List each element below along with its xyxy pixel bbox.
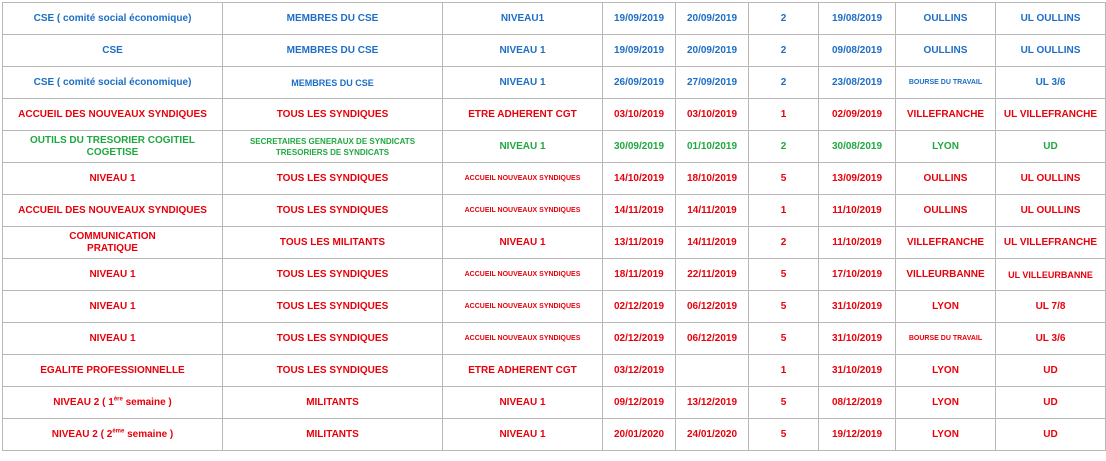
cell-formation: NIVEAU 1 — [3, 163, 223, 195]
cell-public: TOUS LES SYNDIQUES — [223, 291, 443, 323]
cell-fin: 03/10/2019 — [676, 99, 749, 131]
cell-lieu: LYON — [896, 419, 996, 451]
cell-fin: 27/09/2019 — [676, 67, 749, 99]
table-row — [3, 387, 1106, 419]
table-row — [3, 3, 1106, 35]
cell-public: TOUS LES SYNDIQUES — [223, 195, 443, 227]
cell-public: MEMBRES DU CSE — [223, 3, 443, 35]
cell-debut: 14/11/2019 — [603, 195, 676, 227]
table-body — [3, 3, 1106, 451]
cell-limite: 31/10/2019 — [819, 355, 896, 387]
cell-limite: 11/10/2019 — [819, 227, 896, 259]
cell-jours: 5 — [749, 419, 819, 451]
cell-debut: 09/12/2019 — [603, 387, 676, 419]
cell-prerequis: ACCUEIL NOUVEAUX SYNDIQUES — [443, 323, 603, 355]
cell-organisateur: UL 3/6 — [996, 323, 1106, 355]
cell-organisateur: UL VILLEFRANCHE — [996, 227, 1106, 259]
cell-debut: 19/09/2019 — [603, 35, 676, 67]
cell-public: TOUS LES SYNDIQUES — [223, 259, 443, 291]
cell-organisateur: UL OULLINS — [996, 35, 1106, 67]
cell-jours: 1 — [749, 99, 819, 131]
cell-jours: 2 — [749, 67, 819, 99]
cell-prerequis: NIVEAU 1 — [443, 35, 603, 67]
cell-debut: 02/12/2019 — [603, 291, 676, 323]
cell-lieu: VILLEURBANNE — [896, 259, 996, 291]
formation-text: NIVEAU 2 ( 1 — [53, 396, 114, 408]
cell-jours: 2 — [749, 35, 819, 67]
cell-limite: 17/10/2019 — [819, 259, 896, 291]
cell-public: SECRETAIRES GENERAUX DE SYNDICATS TRESORIERS DE SYNDICATS — [223, 131, 443, 163]
cell-organisateur: UL 7/8 — [996, 291, 1106, 323]
cell-limite: 19/08/2019 — [819, 3, 896, 35]
ordinal-suffix: ème — [112, 428, 125, 435]
cell-jours: 1 — [749, 355, 819, 387]
cell-prerequis: ACCUEIL NOUVEAUX SYNDIQUES — [443, 195, 603, 227]
cell-limite: 11/10/2019 — [819, 195, 896, 227]
cell-public: TOUS LES MILITANTS — [223, 227, 443, 259]
table-row — [3, 227, 1106, 259]
cell-public: TOUS LES SYNDIQUES — [223, 355, 443, 387]
cell-lieu: VILLEFRANCHE — [896, 227, 996, 259]
cell-limite: 08/12/2019 — [819, 387, 896, 419]
cell-prerequis: NIVEAU 1 — [443, 227, 603, 259]
table-row — [3, 35, 1106, 67]
cell-formation: CSE ( comité social économique) — [3, 3, 223, 35]
cell-fin: 06/12/2019 — [676, 323, 749, 355]
table-row — [3, 99, 1106, 131]
cell-formation: ACCUEIL DES NOUVEAUX SYNDIQUES — [3, 99, 223, 131]
cell-jours: 5 — [749, 387, 819, 419]
cell-formation: NIVEAU 1 — [3, 291, 223, 323]
table-row — [3, 131, 1106, 163]
cell-formation: EGALITE PROFESSIONNELLE — [3, 355, 223, 387]
cell-debut: 14/10/2019 — [603, 163, 676, 195]
cell-public: TOUS LES SYNDIQUES — [223, 323, 443, 355]
cell-limite: 31/10/2019 — [819, 323, 896, 355]
cell-debut: 19/09/2019 — [603, 3, 676, 35]
cell-jours: 2 — [749, 131, 819, 163]
cell-debut: 02/12/2019 — [603, 323, 676, 355]
cell-public: TOUS LES SYNDIQUES — [223, 99, 443, 131]
cell-jours: 5 — [749, 259, 819, 291]
cell-fin: 01/10/2019 — [676, 131, 749, 163]
cell-organisateur: UD — [996, 387, 1106, 419]
table-row — [3, 291, 1106, 323]
formation-text: NIVEAU 2 ( 2 — [51, 428, 113, 440]
cell-organisateur: UL VILLEURBANNE — [996, 259, 1106, 291]
cell-lieu: OULLINS — [896, 35, 996, 67]
table-row — [3, 419, 1106, 451]
cell-lieu: OULLINS — [896, 3, 996, 35]
table-row — [3, 355, 1106, 387]
cell-limite: 19/12/2019 — [819, 419, 896, 451]
cell-organisateur: UD — [996, 419, 1106, 451]
cell-prerequis: NIVEAU 1 — [443, 131, 603, 163]
cell-limite: 23/08/2019 — [819, 67, 896, 99]
cell-formation — [3, 387, 223, 419]
cell-prerequis: ACCUEIL NOUVEAUX SYNDIQUES — [443, 291, 603, 323]
cell-organisateur: UL 3/6 — [996, 67, 1106, 99]
cell-fin: 20/09/2019 — [676, 35, 749, 67]
cell-fin: 22/11/2019 — [676, 259, 749, 291]
cell-fin: 18/10/2019 — [676, 163, 749, 195]
cell-prerequis: ETRE ADHERENT CGT — [443, 355, 603, 387]
cell-fin: 06/12/2019 — [676, 291, 749, 323]
cell-jours: 5 — [749, 163, 819, 195]
cell-jours: 1 — [749, 195, 819, 227]
cell-prerequis: NIVEAU 1 — [443, 387, 603, 419]
cell-lieu: LYON — [896, 291, 996, 323]
cell-debut: 13/11/2019 — [603, 227, 676, 259]
table-row — [3, 323, 1106, 355]
cell-lieu: OULLINS — [896, 195, 996, 227]
cell-organisateur: UL OULLINS — [996, 195, 1106, 227]
cell-public: MILITANTS — [223, 387, 443, 419]
cell-lieu: LYON — [896, 131, 996, 163]
cell-jours: 2 — [749, 3, 819, 35]
cell-debut: 18/11/2019 — [603, 259, 676, 291]
cell-formation: CSE — [3, 35, 223, 67]
cell-prerequis: NIVEAU1 — [443, 3, 603, 35]
cell-organisateur: UL VILLEFRANCHE — [996, 99, 1106, 131]
table-row — [3, 163, 1106, 195]
ordinal-suffix: ère — [113, 396, 123, 403]
cell-organisateur: UL OULLINS — [996, 3, 1106, 35]
cell-jours: 2 — [749, 227, 819, 259]
cell-public: MILITANTS — [223, 419, 443, 451]
cell-jours: 5 — [749, 291, 819, 323]
cell-limite: 09/08/2019 — [819, 35, 896, 67]
cell-formation: NIVEAU 1 — [3, 323, 223, 355]
cell-public: MEMBRES DU CSE — [223, 67, 443, 99]
cell-debut: 03/12/2019 — [603, 355, 676, 387]
cell-debut: 26/09/2019 — [603, 67, 676, 99]
cell-prerequis: NIVEAU 1 — [443, 419, 603, 451]
formation-text: semaine ) — [124, 428, 174, 440]
cell-fin: 14/11/2019 — [676, 227, 749, 259]
cell-debut: 20/01/2020 — [603, 419, 676, 451]
cell-organisateur: UL OULLINS — [996, 163, 1106, 195]
cell-formation — [3, 419, 223, 451]
cell-prerequis: ETRE ADHERENT CGT — [443, 99, 603, 131]
cell-fin: 24/01/2020 — [676, 419, 749, 451]
cell-public: MEMBRES DU CSE — [223, 35, 443, 67]
table-row — [3, 259, 1106, 291]
cell-lieu: BOURSE DU TRAVAIL — [896, 323, 996, 355]
cell-limite: 30/08/2019 — [819, 131, 896, 163]
cell-fin — [676, 355, 749, 387]
cell-formation: ACCUEIL DES NOUVEAUX SYNDIQUES — [3, 195, 223, 227]
cell-organisateur: UD — [996, 355, 1106, 387]
cell-jours: 5 — [749, 323, 819, 355]
cell-formation: NIVEAU 1 — [3, 259, 223, 291]
table-row — [3, 195, 1106, 227]
cell-public: TOUS LES SYNDIQUES — [223, 163, 443, 195]
cell-debut: 03/10/2019 — [603, 99, 676, 131]
cell-limite: 13/09/2019 — [819, 163, 896, 195]
cell-organisateur: UD — [996, 131, 1106, 163]
formation-table — [2, 2, 1106, 451]
cell-fin: 14/11/2019 — [676, 195, 749, 227]
cell-formation: COMMUNICATION PRATIQUE — [3, 227, 223, 259]
table-row — [3, 67, 1106, 99]
cell-lieu: VILLEFRANCHE — [896, 99, 996, 131]
cell-fin: 13/12/2019 — [676, 387, 749, 419]
cell-debut: 30/09/2019 — [603, 131, 676, 163]
cell-limite: 02/09/2019 — [819, 99, 896, 131]
cell-prerequis: ACCUEIL NOUVEAUX SYNDIQUES — [443, 163, 603, 195]
cell-lieu: BOURSE DU TRAVAIL — [896, 67, 996, 99]
cell-formation: CSE ( comité social économique) — [3, 67, 223, 99]
cell-lieu: LYON — [896, 355, 996, 387]
cell-limite: 31/10/2019 — [819, 291, 896, 323]
cell-prerequis: ACCUEIL NOUVEAUX SYNDIQUES — [443, 259, 603, 291]
cell-formation: OUTILS DU TRESORIER COGITIEL COGETISE — [3, 131, 223, 163]
cell-lieu: LYON — [896, 387, 996, 419]
cell-fin: 20/09/2019 — [676, 3, 749, 35]
formation-text: semaine ) — [122, 396, 172, 408]
cell-prerequis: NIVEAU 1 — [443, 67, 603, 99]
cell-lieu: OULLINS — [896, 163, 996, 195]
